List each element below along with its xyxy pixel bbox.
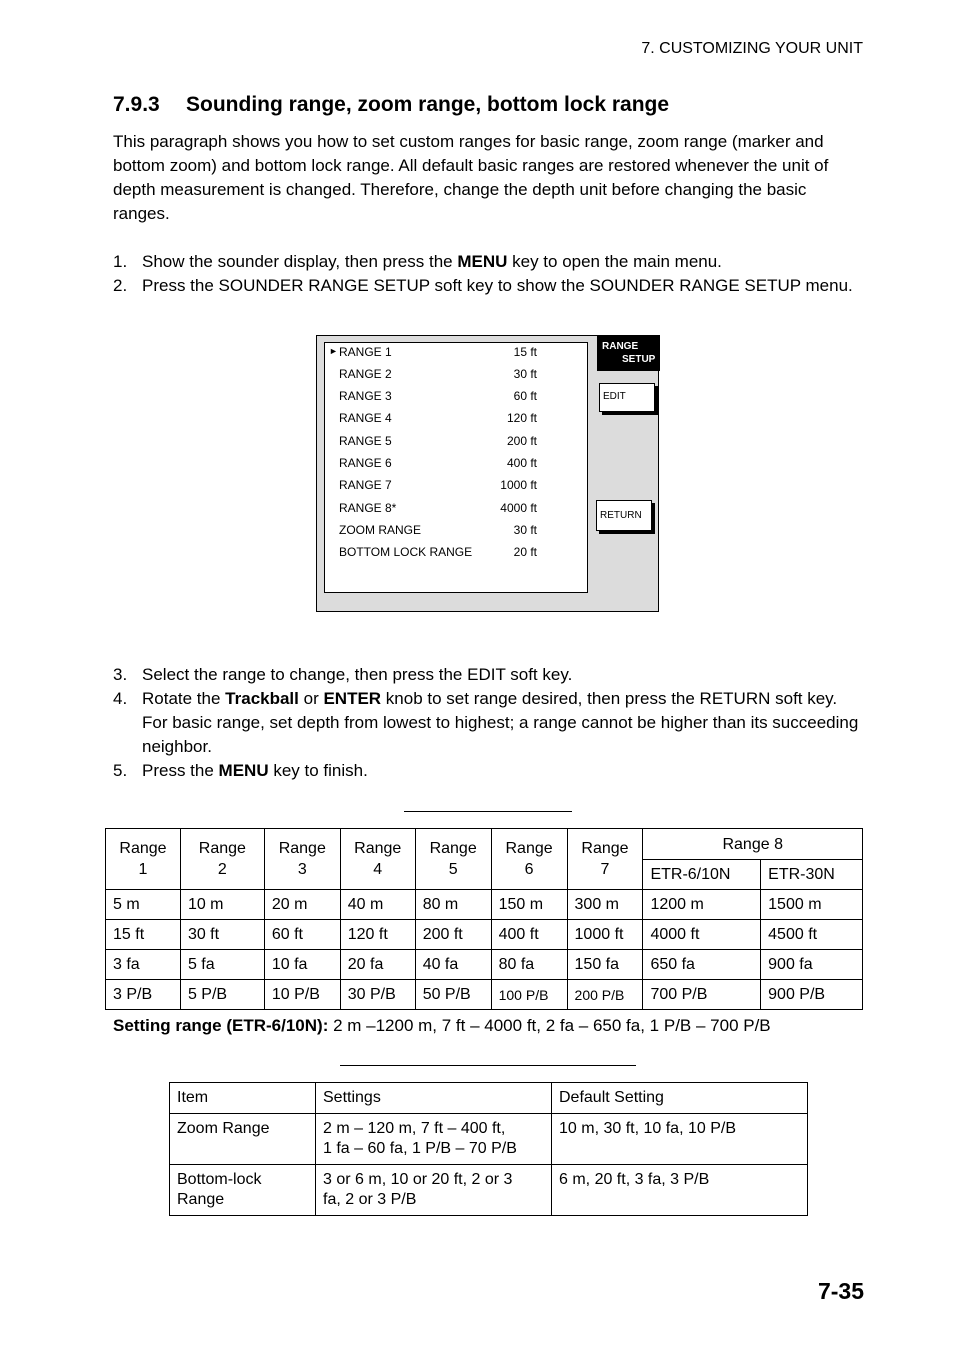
chapter-header: 7. CUSTOMIZING YOUR UNIT xyxy=(641,40,863,57)
setting-range-note: Setting range (ETR-6/10N): 2 m –1200 m, 7 ft – 4000 ft, 2 fa – 650 fa, 1 P/B – 700 P/B xyxy=(113,1016,771,1035)
header-range-5: Range 5 xyxy=(415,829,491,890)
step-4: 4. Rotate the Trackball or ENTER knob to set range desired, then press the RETURN soft key. For basic range, set depth from lowest to highest; a range cannot be higher than its succeeding neighbor. xyxy=(113,689,859,756)
header-range-4: Range 4 xyxy=(340,829,415,890)
table-row: Bottom-lock Range 3 or 6 m, 10 or 20 ft, 2 or 3 fa, 2 or 3 P/B 6 m, 20 ft, 3 fa, 3 P/B xyxy=(170,1165,808,1216)
menu-item-range-5[interactable]: RANGE 5 200 ft xyxy=(339,434,537,448)
steps-list-a xyxy=(113,250,865,298)
menu-item-range-1[interactable]: ► RANGE 1 15 ft xyxy=(329,345,537,359)
steps-list-b xyxy=(113,663,865,783)
table-row: 3 P/B 5 P/B 10 P/B 30 P/B 50 P/B 100 P/B 200 P/B 700 P/B 900 P/B xyxy=(106,980,863,1010)
header-range-2: Range 2 xyxy=(180,829,264,890)
menu-item-range-6[interactable]: RANGE 6 400 ft xyxy=(339,456,537,470)
step-1: 1. Show the sounder display, then press the MENU key to open the main menu. xyxy=(113,252,722,271)
range-setup-menu xyxy=(324,342,588,593)
table2-title-rule xyxy=(340,1065,636,1066)
menu-item-range-7[interactable]: RANGE 7 1000 ft xyxy=(339,478,537,492)
menu-item-zoom-range[interactable]: ZOOM RANGE 30 ft xyxy=(339,523,537,537)
header-etr-6-10n: ETR-6/10N xyxy=(643,860,761,890)
header-range-3: Range 3 xyxy=(264,829,340,890)
header-range-8: Range 8 xyxy=(643,829,863,860)
header-range-7: Range 7 xyxy=(567,829,643,890)
step-5: 5. Press the MENU key to finish. xyxy=(113,761,368,780)
step-3: 3. Select the range to change, then press the EDIT soft key. xyxy=(113,665,573,684)
menu-item-bottom-lock-range[interactable]: BOTTOM LOCK RANGE 20 ft xyxy=(339,545,537,559)
section-title-text: Sounding range, zoom range, bottom lock range xyxy=(186,93,670,116)
basic-range-table xyxy=(105,828,863,1010)
cursor-arrow-icon: ► xyxy=(329,346,338,356)
section-number: 7.9.3 xyxy=(113,93,160,116)
page-number: 7-35 xyxy=(817,1278,864,1304)
edit-softkey[interactable]: EDIT xyxy=(599,383,655,412)
menu-item-range-2[interactable]: RANGE 2 30 ft xyxy=(339,367,537,381)
menu-item-range-3[interactable]: RANGE 3 60 ft xyxy=(339,389,537,403)
header-range-1: Range 1 xyxy=(106,829,181,890)
table-header-row: Item Settings Default Setting xyxy=(170,1083,808,1114)
table-title-rule xyxy=(404,811,572,812)
menu-item-range-8[interactable]: RANGE 8* 4000 ft xyxy=(339,501,537,515)
table-row: Zoom Range 2 m – 120 m, 7 ft – 400 ft, 1 fa – 60 fa, 1 P/B – 70 P/B 10 m, 30 ft, 10 fa, 10 P/B xyxy=(170,1114,808,1165)
intro-paragraph: This paragraph shows you how to set custom ranges for basic range, zoom range (marker and bottom zoom) and bottom lock range. All default basic ranges are restored whenever the unit of depth measurement is changed. Therefore, change the depth unit before changing the basic ranges. xyxy=(113,132,829,223)
table-row: 15 ft 30 ft 60 ft 120 ft 200 ft 400 ft 1000 ft 4000 ft 4500 ft xyxy=(106,920,863,950)
zoom-bottom-lock-table xyxy=(169,1082,808,1216)
table-row: 3 fa 5 fa 10 fa 20 fa 40 fa 80 fa 150 fa 650 fa 900 fa xyxy=(106,950,863,980)
step-2: 2. Press the SOUNDER RANGE SETUP soft key to show the SOUNDER RANGE SETUP menu. xyxy=(113,276,853,295)
table-row: 5 m 10 m 20 m 40 m 80 m 150 m 300 m 1200 m 1500 m xyxy=(106,890,863,920)
return-softkey[interactable]: RETURN xyxy=(596,500,652,531)
header-range-6: Range 6 xyxy=(491,829,567,890)
menu-item-range-4[interactable]: RANGE 4 120 ft xyxy=(339,411,537,425)
softkey-title-range-setup: RANGE SETUP xyxy=(597,335,660,371)
header-etr-30n: ETR-30N xyxy=(761,860,863,890)
section-title xyxy=(113,93,669,117)
